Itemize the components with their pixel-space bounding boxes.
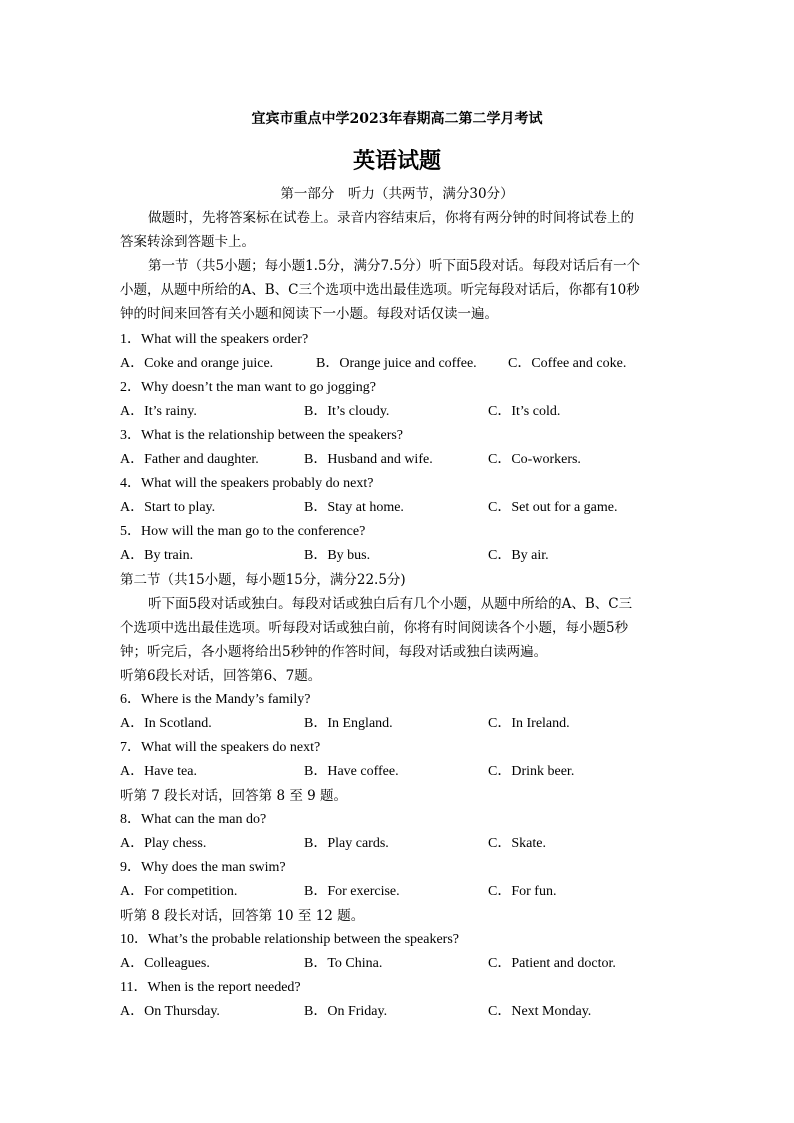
q1-option-c: C．Coffee and coke. xyxy=(508,356,627,371)
question-3: 3．What is the relationship between the speakers? xyxy=(120,428,404,443)
intro-line-1: 做题时，先将答案标在试卷上。录音内容结束后，你将有两分钟的时间将试卷上的 xyxy=(148,210,634,226)
q5-option-a: A．By train. xyxy=(120,548,194,563)
question-5: 5．How will the man go to the conference? xyxy=(120,524,366,539)
q10-option-a: A．Colleagues. xyxy=(120,956,210,971)
q8-option-b: B．Play cards. xyxy=(304,836,389,851)
question-1: 1．What will the speakers order? xyxy=(120,332,309,347)
dialog-7-instruction: 听第 7 段长对话，回答第 8 至 9 题。 xyxy=(120,788,348,804)
q2-option-c: C．It’s cold. xyxy=(488,404,561,419)
dialog-6-instruction: 听第6段长对话，回答第6、7题。 xyxy=(120,668,322,684)
section2-line-1: 听下面5段对话或独白。每段对话或独白后有几个小题，从题中所给的A、B、C三 xyxy=(148,596,633,612)
q7-option-a: A．Have tea. xyxy=(120,764,197,779)
q6-option-a: A．In Scotland. xyxy=(120,716,212,731)
section2-line-3: 钟；听完后，各小题将给出5秒钟的作答时间，每段对话或独白读两遍。 xyxy=(120,644,548,660)
part-one-title: 第一部分 听力（共两节，满分30分） xyxy=(280,186,514,202)
q6-option-c: C．In Ireland. xyxy=(488,716,570,731)
q8-option-a: A．Play chess. xyxy=(120,836,207,851)
subject-title: 英语试题 xyxy=(352,148,441,174)
q1-option-a: A．Coke and orange juice. xyxy=(120,356,274,371)
q3-option-a: A．Father and daughter. xyxy=(120,452,259,467)
q9-option-a: A．For competition. xyxy=(120,884,238,899)
q10-option-b: B．To China. xyxy=(304,956,383,971)
section1-line-3: 钟的时间来回答有关小题和阅读下一小题。每段对话仅读一遍。 xyxy=(120,306,498,322)
q11-option-b: B．On Friday. xyxy=(304,1004,388,1019)
section1-line-2: 小题，从题中所给的A、B、C三个选项中选出最佳选项。听完每段对话后，你都有10秒 xyxy=(120,282,640,298)
question-8: 8．What can the man do? xyxy=(120,812,267,827)
question-4: 4．What will the speakers probably do next? xyxy=(120,476,374,491)
q9-option-b: B．For exercise. xyxy=(304,884,400,899)
q2-option-a: A．It’s rainy. xyxy=(120,404,197,419)
question-10: 10．What’s the probable relationship between the speakers? xyxy=(120,932,459,947)
q9-option-c: C．For fun. xyxy=(488,884,557,899)
question-6: 6．Where is the Mandy’s family? xyxy=(120,692,311,707)
q10-option-c: C．Patient and doctor. xyxy=(488,956,616,971)
section2-line-2: 个选项中选出最佳选项。听每段对话或独白前，你将有时间阅读各个小题，每小题5秒 xyxy=(120,620,629,636)
intro-line-2: 答案转涂到答题卡上。 xyxy=(120,234,255,250)
q7-option-c: C．Drink beer. xyxy=(488,764,575,779)
question-2: 2．Why doesn’t the man want to go jogging? xyxy=(120,380,376,395)
q11-option-a: A．On Thursday. xyxy=(120,1004,220,1019)
school-exam-title: 宜宾市重点中学2023年春期高二第二学月考试 xyxy=(251,111,543,127)
question-9: 9．Why does the man swim? xyxy=(120,860,286,875)
q1-option-b: B．Orange juice and coffee. xyxy=(316,356,477,371)
q4-option-c: C．Set out for a game. xyxy=(488,500,618,515)
q5-option-c: C．By air. xyxy=(488,548,549,563)
section2-heading: 第二节（共15小题，每小题15分，满分22.5分) xyxy=(120,572,406,588)
q5-option-b: B．By bus. xyxy=(304,548,371,563)
q3-option-b: B．Husband and wife. xyxy=(304,452,433,467)
q11-option-c: C．Next Monday. xyxy=(488,1004,592,1019)
q4-option-a: A．Start to play. xyxy=(120,500,216,515)
q4-option-b: B．Stay at home. xyxy=(304,500,404,515)
question-11: 11．When is the report needed? xyxy=(120,980,301,995)
q6-option-b: B．In England. xyxy=(304,716,393,731)
question-7: 7．What will the speakers do next? xyxy=(120,740,321,755)
q3-option-c: C．Co-workers. xyxy=(488,452,581,467)
dialog-8-instruction: 听第 8 段长对话，回答第 10 至 12 题。 xyxy=(120,908,365,924)
q2-option-b: B．It’s cloudy. xyxy=(304,404,390,419)
q7-option-b: B．Have coffee. xyxy=(304,764,399,779)
q8-option-c: C．Skate. xyxy=(488,836,546,851)
section1-line-1: 第一节（共5小题；每小题1.5分，满分7.5分）听下面5段对话。每段对话后有一个 xyxy=(148,258,641,274)
